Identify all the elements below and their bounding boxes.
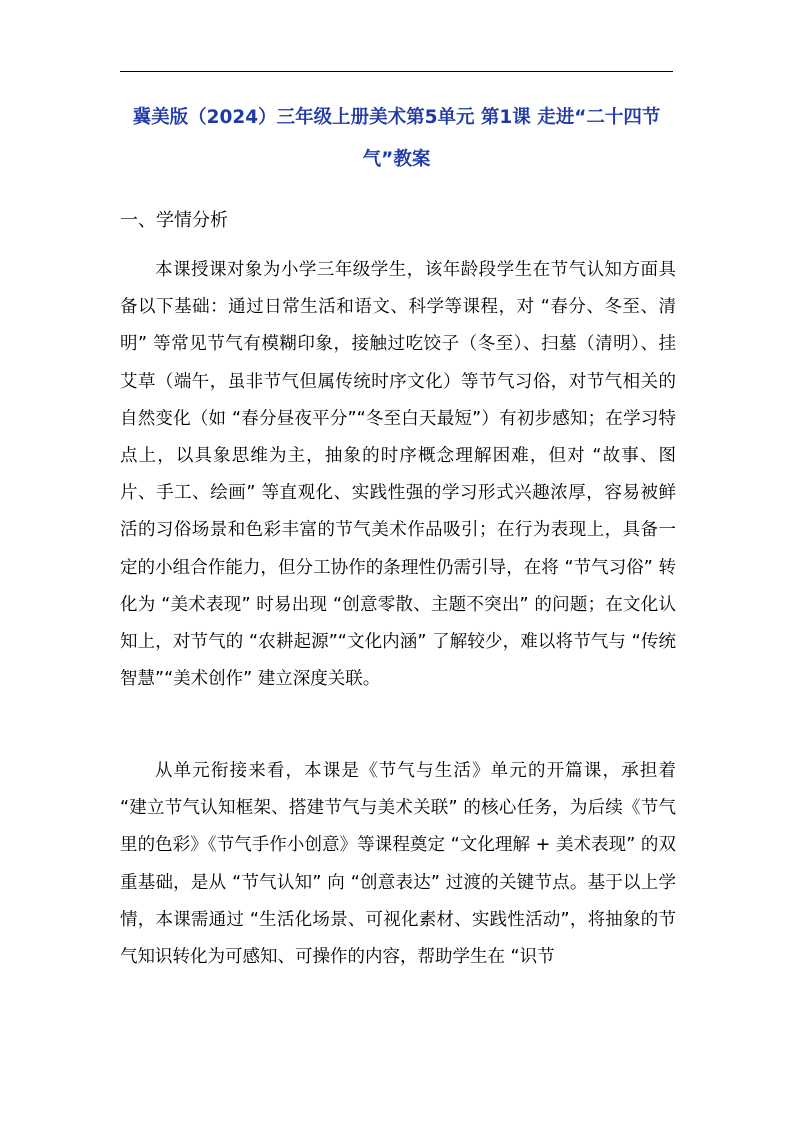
section-heading: 一、学情分析 — [120, 210, 228, 231]
header-rule — [120, 71, 673, 72]
body-paragraph: 本课授课对象为小学三年级学生，该年龄段学生在节气认知方面具备以下基础：通过日常生活和语文、科学等课程，对 “春分、冬至、清明” 等常见节气有模糊印象，接触过吃饺子（冬至）、扫墓（清明）、挂艾草（端午，虽非节气但属传统时序文化）等节气习俗，对节气相关的自然变化（如 “春分昼夜平分”“冬至白天最短”）有初步感知；在学习特点上，以具象思维为主，抽象的时序概念理解困难，但对 “故事、图片、手工、绘画” 等直观化、实践性强的学习形式兴趣浓厚，容易被鲜活的习俗场景和色彩丰富的节气美术作品吸引；在行为表现上，具备一定的小组合作能力，但分工协作的条理性仍需引导，在将 “节气习俗” 转化为 “美术表现” 时易出现 “创意零散、主题不突出” 的问题；在文化认知上，对节气的 “农耕起源”“文化内涵” 了解较少，难以将节气与 “传统智慧”“美术创作” 建立深度关联。 — [120, 260, 676, 690]
body-paragraph: 从单元衔接来看，本课是《节气与生活》单元的开篇课，承担着 “建立节气认知框架、搭建节气与美术关联” 的核心任务，为后续《节气里的色彩》《节气手作小创意》等课程奠定 “文化理解 + 美术表现” 的双重基础，是从 “节气认知” 向 “创意表达” 过渡的关键节点。基于以上学情，本课需通过 “生活化场景、可视化素材、实践性活动”，将抽象的节气知识转化为可感知、可操作的内容，帮助学生在 “识节 — [120, 761, 676, 968]
document-title: 冀美版（2024）三年级上册美术第5单元 第1课 走进“二十四节气”教案 — [132, 107, 661, 170]
